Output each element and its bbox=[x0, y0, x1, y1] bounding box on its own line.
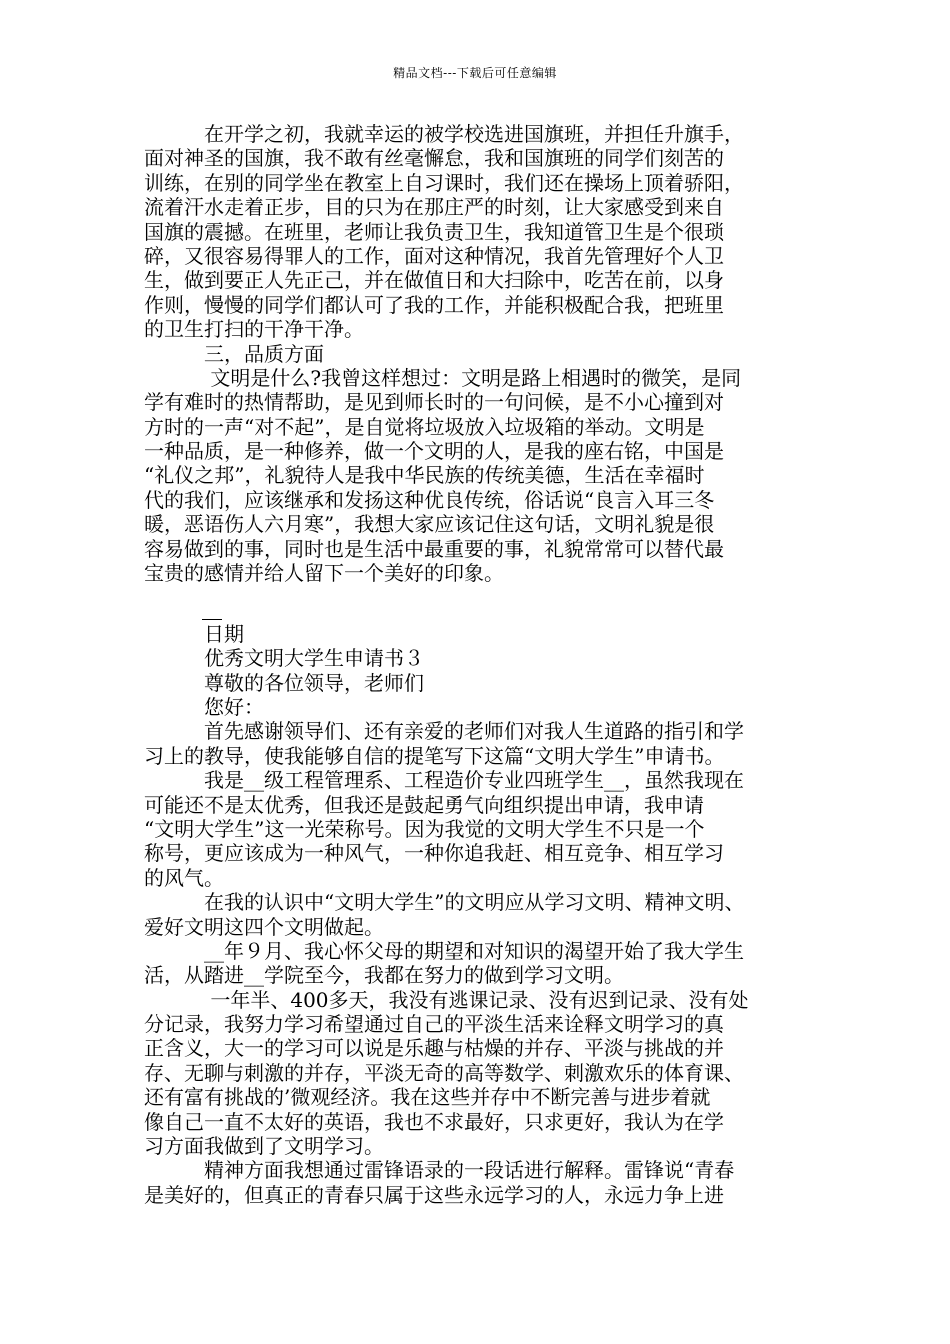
text-line: 可能还不是太优秀，但我还是鼓起勇气向组织提出申请，我申请 bbox=[144, 792, 704, 817]
text-line: 还有富有挑战的’微观经济。我在这些并存中不断完善与进步着就 bbox=[144, 1085, 711, 1110]
text-line: 国旗的震撼。在班里，老师让我负责卫生，我知道管卫生是个很琐 bbox=[144, 219, 724, 244]
text-line: 代的我们，应该继承和发扬这种优良传统，俗话说“良言入耳三冬 bbox=[144, 487, 715, 512]
document-body bbox=[144, 122, 814, 1207]
text-line: 生，做到要正人先正己，并在做值日和大扫除中，吃苦在前，以身 bbox=[144, 268, 724, 293]
text-line: 称号，更应该成为一种风气，一种你追我赶、相互竞争、相互学习 bbox=[144, 841, 724, 866]
text-line: 存、无聊与刺激的并存，平淡无奇的高等数学、刺激欢乐的体育课、 bbox=[144, 1060, 744, 1085]
text-line: 日期 bbox=[144, 621, 244, 646]
text-line: 在我的认识中“文明大学生”的文明应从学习文明、精神文明、 bbox=[144, 890, 745, 915]
text-line: 的卫生打扫的干净干净。 bbox=[144, 317, 364, 342]
paragraph-university-start bbox=[144, 939, 814, 988]
text-line: 爱好文明这四个文明做起。 bbox=[144, 914, 384, 939]
text-line: “文明大学生”这一光荣称号。因为我觉的文明大学生不只是一个 bbox=[144, 816, 705, 841]
text-line: 碎，又很容易得罪人的工作，面对这种情况，我首先管理好个人卫 bbox=[144, 243, 724, 268]
text-line: “礼仪之邦”，礼貌待人是我中华民族的传统美德，生活在幸福时 bbox=[144, 463, 705, 488]
text-line: 分记录，我努力学习希望通过自己的平淡生活来诠释文明学习的真 bbox=[144, 1012, 724, 1037]
text-line: 文明是什么?我曾这样想过：文明是路上相遇时的微笑，是同 bbox=[144, 365, 742, 390]
text-line: 方时的一声“对不起”，是自觉将垃圾放入垃圾箱的举动。文明是 bbox=[144, 414, 705, 439]
text-line: 习上的教导，使我能够自信的提笔写下这篇“文明大学生”申请书。 bbox=[144, 743, 725, 768]
paragraph-flag-team bbox=[144, 122, 814, 342]
text-line: 一种品质，是一种修养，做一个文明的人，是我的座右铭，中国是 bbox=[144, 439, 724, 464]
text-line: __年９月、我心怀父母的期望和对知识的渴望开始了我大学生 bbox=[144, 938, 744, 963]
text-line: 宝贵的感情并给人留下一个美好的印象。 bbox=[144, 561, 504, 586]
paragraph-introduction bbox=[144, 768, 814, 890]
text-line: 习方面我做到了文明学习。 bbox=[144, 1134, 384, 1159]
text-line: 像自己一直不太好的英语，我也不求最好，只求更好，我认为在学 bbox=[144, 1109, 724, 1134]
text-line: 精神方面我想通过雷锋语录的一段话进行解释。雷锋说“青春 bbox=[144, 1158, 735, 1183]
text-line: 流着汗水走着正步，目的只为在那庄严的时刻，让大家感受到来自 bbox=[144, 195, 724, 220]
text-line: 一年半、400多天，我没有逃课记录、没有迟到记录、没有处 bbox=[144, 987, 749, 1012]
text-line: 学有难时的热情帮助，是见到师长时的一句问候，是不小心撞到对 bbox=[144, 390, 724, 415]
paragraph-spirit bbox=[144, 1158, 814, 1207]
page-header: 精品文档---下载后可任意编辑 bbox=[393, 66, 557, 80]
text-line: 暖，恶语伤人六月寒”，我想大家应该记住这句话，文明礼貌是很 bbox=[144, 512, 715, 537]
text-line: 优秀文明大学生申请书３ bbox=[144, 646, 424, 671]
spacer bbox=[144, 585, 814, 597]
text-line: 在开学之初，我就幸运的被学校选进国旗班，并担任升旗手， bbox=[144, 122, 744, 146]
paragraph-civilization bbox=[144, 366, 814, 586]
text-line: 容易做到的事，同时也是生活中最重要的事，礼貌常常可以替代最 bbox=[144, 536, 724, 561]
text-line: 我是__级工程管理系、工程造价专业四班学生__，虽然我现在 bbox=[144, 768, 744, 793]
text-line: 尊敬的各位领导，老师们 bbox=[144, 670, 424, 695]
text-line: 是美好的，但真正的青春只属于这些永远学习的人，永远力争上进 bbox=[144, 1182, 724, 1207]
text-line: 三，品质方面 bbox=[144, 341, 324, 366]
text-line: 训练，在别的同学坐在教室上自习课时，我们还在操场上顶着骄阳， bbox=[144, 170, 744, 195]
text-line: 首先感谢领导们、还有亲爱的老师们对我人生道路的指引和学 bbox=[144, 719, 744, 744]
section-heading-quality bbox=[144, 342, 814, 366]
text-line: 正含义，大一的学习可以说是乐趣与枯燥的并存、平淡与挑战的并 bbox=[144, 1036, 724, 1061]
paragraph-study-record bbox=[144, 988, 814, 1159]
text-line: 的风气。 bbox=[144, 865, 224, 890]
blank-underline bbox=[202, 597, 222, 621]
text-line: 您好： bbox=[144, 694, 264, 719]
text-line: 作则，慢慢的同学们都认可了我的工作，并能积极配合我，把班里 bbox=[144, 292, 724, 317]
paragraph-thanks bbox=[144, 719, 814, 768]
text-line: 面对神圣的国旗，我不敢有丝毫懈怠，我和国旗班的同学们刻苦的 bbox=[144, 146, 724, 171]
text-line: 活，从踏进__学院至今，我都在努力的做到学习文明。 bbox=[144, 963, 624, 988]
paragraph-four-civilizations bbox=[144, 890, 814, 939]
letter-heading bbox=[144, 622, 814, 720]
